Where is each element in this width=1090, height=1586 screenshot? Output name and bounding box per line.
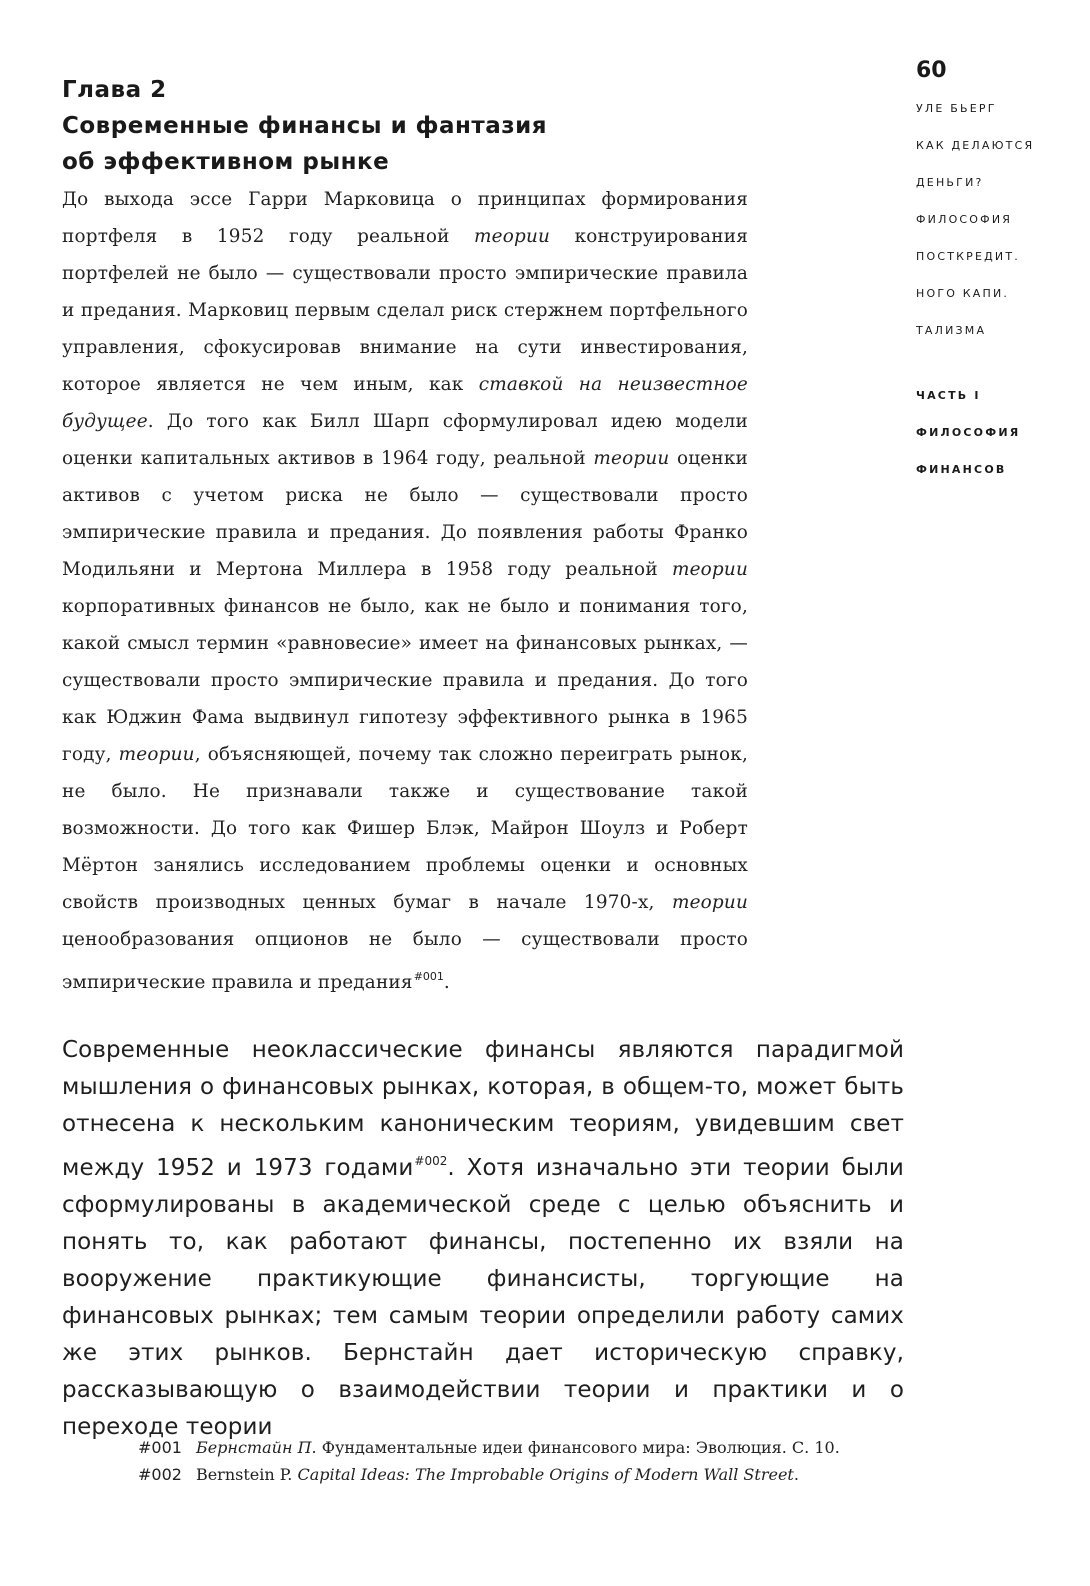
running-title-line: ТАЛИЗМА <box>916 324 987 337</box>
epigraph-text: , объясняющей, почему так сложно переиграть рынок, не было. Не признавали также и существование такой возможности. До того как Фишер Блэк, Майрон Шоулз и Роберт Мёртон занялись исследованием проблемы оценки и основных свойств производных ценных бумаг в начале 1970-х, <box>62 744 748 913</box>
part-title <box>916 377 1076 488</box>
page-number: 60 <box>916 58 947 83</box>
chapter-title-line: об эффективном рынке <box>62 149 390 175</box>
epigraph-text: . До того как Билл Шарп сформулировал идею модели оценки капитальных активов в 1964 году, реальной <box>62 411 748 469</box>
part-title-line: ЧАСТЬ I <box>916 389 981 402</box>
running-title-line: КАК ДЕЛАЮТСЯ <box>916 139 1035 152</box>
epigraph-emphasis: теории <box>671 892 748 913</box>
epigraph-emphasis: теории <box>593 448 670 469</box>
footnote-author: Бернстайн П. <box>195 1438 317 1457</box>
footnote-author: Bernstein P. <box>195 1465 298 1484</box>
body-paragraph <box>62 1032 904 1446</box>
footnote-ref[interactable]: #002 <box>414 1154 448 1168</box>
running-title-line: ФИЛОСОФИЯ <box>916 213 1013 226</box>
chapter-label: Глава 2 <box>62 77 167 103</box>
body-text: Современные неоклассические финансы являются парадигмой мышления о финансовых рынках, которая, в общем-то, может быть отнесена к нескольким каноническим теориям, увидевшим свет между 1952 и 1973 годами <box>62 1037 904 1181</box>
epigraph-emphasis: теории <box>474 226 551 247</box>
epigraph-emphasis: ставкой на неизвестное будущее <box>62 374 748 432</box>
chapter-heading <box>62 72 662 180</box>
epigraph-text: корпоративных финансов не было, как не было и понимания того, какой смысл термин «равновесие» имеет на финансовых рынках, — существовали просто эмпирические правила и предания. До того как Юджин Фама выдвинул гипотезу эффективного рынка в 1965 году, <box>62 596 748 765</box>
footnote-number: #001 <box>138 1438 182 1457</box>
footnote-text: Фундаментальные идеи финансового мира: Эволюция. С. 10. <box>316 1438 840 1457</box>
footnote-ref[interactable]: #001 <box>413 970 444 983</box>
footnote-title: Capital Ideas: The Improbable Origins of Modern Wall Street <box>297 1465 794 1484</box>
footnote <box>138 1434 898 1461</box>
epigraph-text: оценки активов с учетом риска не было — существовали просто эмпирические правила и предания. До появления работы Франко Модильяни и Мертона Миллера в 1958 году реальной <box>62 448 748 580</box>
footnotes <box>138 1434 898 1488</box>
chapter-title-line: Современные финансы и фантазия <box>62 113 548 139</box>
epigraph-text: ценообразования опционов не было — существовали просто эмпирические правила и предания <box>62 929 748 993</box>
running-title-line: НОГО КАПИ. <box>916 287 1010 300</box>
part-title-line: ФИЛОСОФИЯ <box>916 426 1021 439</box>
footnote <box>138 1461 898 1488</box>
epigraph-text: До выхода эссе Гарри Марковица о принципах формирования портфеля в 1952 году реальной <box>62 189 748 247</box>
epigraph-text: конструирования портфелей не было — существовали просто эмпирические правила и предания. Марковиц первым сделал риск стержнем портфельного управления, сфокусировав внимание на сути инвестирования, которое является не чем иным, как <box>62 226 748 395</box>
running-title <box>916 90 1076 349</box>
epigraph-text: . <box>443 972 450 993</box>
part-title-line: ФИНАНСОВ <box>916 463 1007 476</box>
running-title-line: ПОСТКРЕДИТ. <box>916 250 1020 263</box>
footnote-text: . <box>793 1465 799 1484</box>
running-title-line: УЛЕ БЬЕРГ <box>916 102 997 115</box>
footnote-number: #002 <box>138 1465 182 1484</box>
page-sidebar <box>916 58 1076 488</box>
epigraph <box>62 181 748 1001</box>
epigraph-emphasis: теории <box>118 744 195 765</box>
epigraph-emphasis: теории <box>671 559 748 580</box>
running-title-line: ДЕНЬГИ? <box>916 176 984 189</box>
body-text: . Хотя изначально эти теории были сформулированы в академической среде с целью объяснить и понять то, как работают финансы, постепенно их взяли на вооружение практикующие финансисты, торгующие на финансовых рынках; тем самым теории определили работу самих же этих рынков. Бернстайн дает историческую справку, рассказывающую о взаимодействии теории и практики и о переходе теории <box>62 1155 904 1440</box>
